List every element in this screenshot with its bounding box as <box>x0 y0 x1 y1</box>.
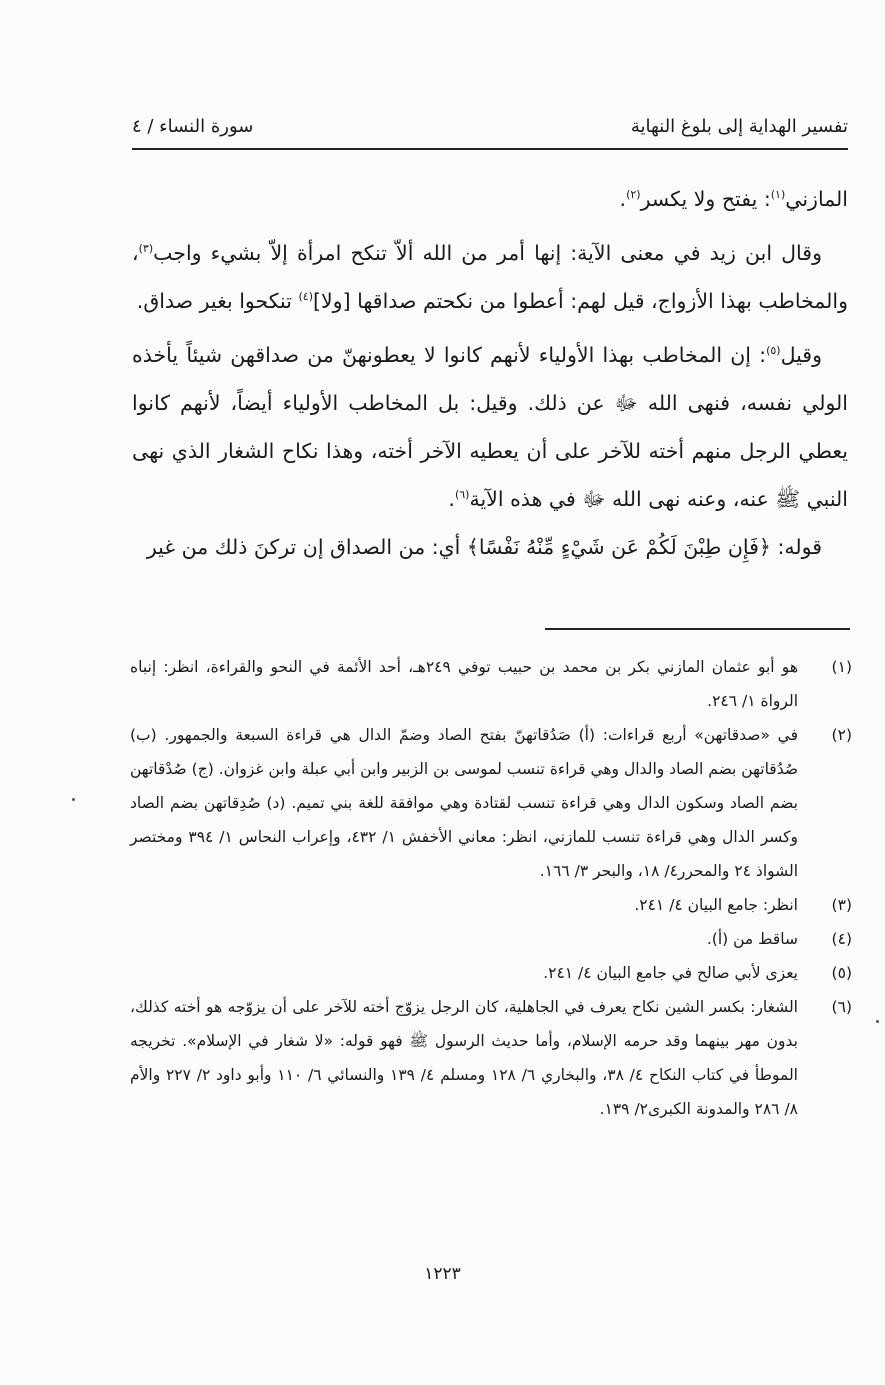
footnote-text: في «صدقاتهن» أربع قراءات: (أ) صَدُقاتهنّ بفتح الصاد وضمّ الدال هي قراءة السبعة والجمهور. (ب) صُدُقاتهن بضم الصاد والدال وهي قراءة تنسب لموسى بن الزبير وابن أبي عبلة وابن غزوان. (ج) صُدْقاتهن بضم الصاد وسكون الدال وهي قراءة تنسب لقتادة وهي موافقة للغة بني تميم. (د) صُدِقاتهن بضم الصاد وكسر الدال وهي قراءة تنسب للمازني، انظر: معاني الأخفش ١/ ٤٣٢، وإعراب النحاس ١/ ٣٩٤ ومختصر الشواذ ٢٤ والمحرر٤/ ١٨، والبحر ٣/ ١٦٦. <box>130 726 798 880</box>
surah-label: سورة النساء / ٤ <box>132 115 254 137</box>
paragraph-4: قوله: ﴿فَإِن طِبْنَ لَكُمْ عَن شَيْءٍ مِّنْهُ نَفْسًا﴾ أي: من الصداق إن تركنَ ذلك من غير <box>146 535 822 559</box>
footnotes <box>130 650 852 1126</box>
footnote-number: (٣) <box>831 896 852 914</box>
main-text <box>132 175 848 571</box>
footnote-number: (١) <box>831 658 852 676</box>
footnote-ref: (٥) <box>766 344 781 358</box>
footnote-text: الشغار: بكسر الشين نكاح يعرف في الجاهلية، كان الرجل يزوّج أخته للآخر على أن يزوّجه هو أخته كذلك، بدون مهر بينهما وقد حرمه الإسلام، وأما حديث الرسول ﷺ فهو قوله: «لا شغار في الإسلام». تخريجه الموطأ في كتاب النكاح ٤/ ٣٨، والبخاري ٦/ ١٢٨ ومسلم ٤/ ١٣٩ والنسائي ٦/ ١١٠ وأبو داود ٢/ ٢٢٧ والأم ٨/ ٢٨٦ والمدونة الكبرى٢/ ١٣٩. <box>130 998 798 1118</box>
running-header <box>132 108 848 144</box>
footnote-ref: (٦) <box>454 488 470 502</box>
page-number: ١٢٢٣ <box>424 1264 461 1284</box>
footnote <box>130 990 852 1126</box>
footnote-number: (٢) <box>831 726 852 744</box>
footnote-number: (٦) <box>831 998 852 1016</box>
footnote <box>130 888 852 922</box>
footnote-text: ساقط من (أ). <box>706 930 798 948</box>
paragraph-1: المازني$^{(١)}$: يفتح ولا يكسر$^{(٢)}$. <box>619 187 848 211</box>
footnote-number: (٤) <box>831 930 852 948</box>
book-title: تفسير الهداية إلى بلوغ النهاية <box>630 115 848 137</box>
header-rule <box>132 148 848 150</box>
footnote-ref: (٢) <box>626 188 641 202</box>
footnote-text: هو أبو عثمان المازني بكر بن محمد بن حبيب توفي ٢٤٩هـ، أحد الأئمة في النحو والقراءة، انظر: إنباه الرواة ١/ ٢٤٦. <box>130 658 798 710</box>
footnote-text: انظر: جامع البيان ٤/ ٢٤١. <box>634 896 798 914</box>
footnote-ref: (٤) <box>298 290 313 304</box>
footnote-ref: (٣) <box>138 242 154 256</box>
paragraph-2: وقال ابن زيد في معنى الآية: إنها أمر من الله ألاّ تنكح امرأة إلاّ بشيء واجب$^{(٣)}$، والمخاطب بهذا الأزواج، قيل لهم: أعطوا من نكحتم صداقها [ولا]$^{(٤)}$ تنكحوا بغير صداق. <box>132 241 848 313</box>
footnote <box>130 956 852 990</box>
footnote-rule <box>545 628 850 630</box>
scan-speck <box>72 798 75 801</box>
scan-speck <box>876 1020 879 1023</box>
footnote-number: (٥) <box>831 964 852 982</box>
footnote-ref: (١) <box>770 188 786 202</box>
footnote <box>130 650 852 718</box>
footnote <box>130 922 852 956</box>
footnote <box>130 718 852 888</box>
footnote-text: يعزى لأبي صالح في جامع البيان ٤/ ٢٤١. <box>543 964 798 982</box>
paragraph-3: وقيل$^{(٥)}$: إن المخاطب بهذا الأولياء لأنهم كانوا لا يعطونهنّ من صداقهن شيئاً يأخذه الولي نفسه، فنهى الله ﷻ عن ذلك. وقيل: بل المخاطب الأولياء أيضاً، لأنهم كانوا يعطي الرجل منهم أخته للآخر على أن يعطيه الآخر أخته، وهذا نكاح الشغار الذي نهى النبي ﷺ عنه، وعنه نهى الله ﷻ في هذه الآية$^{(٦)}$. <box>132 343 848 511</box>
